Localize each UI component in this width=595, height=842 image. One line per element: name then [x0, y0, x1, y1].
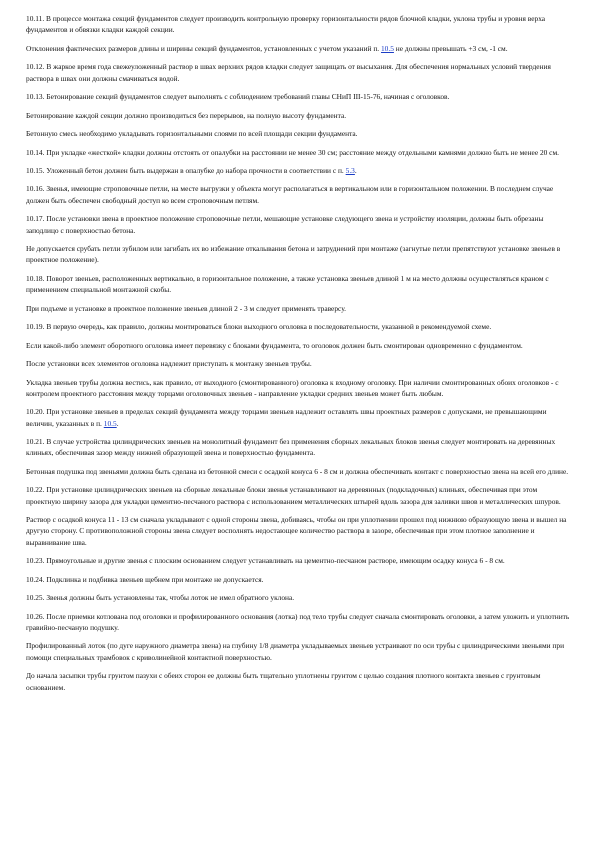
paragraph: 10.18. Поворот звеньев, расположенных вертикально, в горизонтальное положение, а также установка звеньев длиной 1 м на место должны осуществляться краном с применением специальной монтажной скобы.	[26, 273, 549, 295]
paragraph: 10.24. Подклинка и подбивка звеньев щебнем при монтаже не допускается.	[26, 574, 264, 584]
paragraph: 10.23. Прямоугольные и другие звенья с плоским основанием следует устанавливать на цементно-песчаном растворе, имеющим осадку конуса 6 - 8 см.	[26, 556, 505, 566]
clause-link[interactable]: 10.5	[380, 43, 394, 53]
paragraph: 10.12. В жаркое время года свежеуложенный раствор в швах верхних рядов кладки следует защищать от высыхания. Для обеспечения нормальных условий твердения раствора в швах они должны смачиваться водой.	[26, 62, 551, 83]
paragraph: 10.13. Бетонирование секций фундаментов следует выполнять с соблюдением требований главы СНиП III-15-76, начиная с оголовков.	[26, 92, 450, 102]
paragraph: 10.14. При укладке «жесткой» кладки должны отстоять от опалубки на расстоянии не менее 30 см; расстояние между отдельными камнями должно быть не менее 20 см.	[26, 147, 559, 157]
paragraph: 10.25. Звенья должны быть установлены так, чтобы лоток не имел обратного уклона.	[26, 593, 295, 603]
paragraph: 10.20. При установке звеньев в пределах секций фундамента между торцами звеньев надлежит оставлять швы проектных размеров с допусками, не превышающими величин, указанных в п. 10.5.	[26, 407, 547, 428]
paragraph: До начала засыпки трубы грунтом пазухи с обеих сторон ее должны быть тщательно уплотнены грунтом с целью создания плотного контакта звеньев с грунтовым основанием.	[26, 671, 541, 692]
paragraph: 10.26. После приемки котлована под оголовки и профилированного основания (лотка) под тело трубы следует сначала смонтировать оголовки, а затем уложить и уплотнить гравийно-песчаную подушку.	[26, 611, 570, 632]
paragraph: Не допускается срубать петли зубилом или загибать их во избежание откалывания бетона и затруднений при монтаже (загнутые петли препятствуют установке звеньев в проектное положение).	[26, 244, 561, 265]
paragraph: 10.16. Звенья, имеющие строповочные петли, на месте выгрузки у объекта могут располагаться в вертикальном или в горизонтальном положении. В последнем случае должен быть обеспечен свободный доступ ко всем строповочным петлям.	[26, 184, 554, 205]
paragraph: Раствор с осадкой конуса 11 - 13 см сначала укладывают с одной стороны звена, добиваясь, чтобы он при уплотнении прошел под нижнюю образующую звена и вышел на другую сторону. С противоположной стороны звена следует восполнять недостающее количество раствора в зазоре, обеспечивая при этом плотное заполнение и выравнивание шва.	[26, 515, 567, 547]
paragraph: 10.22. При установке цилиндрических звеньев на сборные лекальные блоки звенья устанавливают на деревянных (подкладочных) клиньях, обеспечивая при этом проектную ширину зазора для укладки цементно-песчаного раствора с использованием металлических штырей вдоль зазора для заливки швов и металлических шпуров.	[26, 485, 561, 506]
clause-link[interactable]: 10.5	[103, 418, 117, 428]
paragraph: 10.15. Уложенный бетон должен быть выдержан в опалубке до набора прочности в соответствии с п. 5.3.	[26, 165, 357, 175]
paragraph: Укладка звеньев трубы должна вестись, как правило, от выходного (смонтированного) оголовка к входному оголовку. При наличии смонтированных обоих оголовков - с контролем проектного расстояния между торцами оголовочных звеньев - направление укладки средних звеньев может быть любым.	[26, 377, 559, 398]
paragraph: Отклонения фактических размеров длины и ширины секций фундаментов, установленных с учетом указаний п. 10.5 не должны превышать +3 см, -1 см.	[26, 43, 508, 53]
paragraph: 10.17. После установки звена в проектное положение строповочные петли, мешающие установке следующего звена и устройству изоляции, должны быть обрезаны заподлицо с поверхностью бетона.	[26, 214, 544, 235]
paragraph: После установки всех элементов оголовка надлежит приступать к монтажу звеньев трубы.	[26, 359, 312, 369]
paragraph: Если какой-либо элемент оборотного оголовка имеет перевязку с блоками фундамента, то оголовок должен быть смонтирован одновременно с фундаментом.	[26, 340, 523, 350]
paragraph: Бетонирование каждой секции должно производиться без перерывов, на полную высоту фундамента.	[26, 110, 347, 120]
document-page	[26, 13, 572, 700]
clause-link[interactable]: 5.3	[345, 165, 355, 175]
paragraph: Профилированный лоток (по дуге наружного диаметра звена) на глубину 1/8 диаметра укладываемых звеньев устраивают по оси трубы с цилиндрическими звеньями при помощи специальных трамбовок с криволинейной контактной поверхностью.	[26, 641, 565, 662]
paragraph: Бетонная подушка под звеньями должна быть сделана из бетонной смеси с осадкой конуса 6 - 8 см и должна обеспечивать контакт с поверхностью звена на всей его длине.	[26, 466, 569, 476]
paragraph: Бетонную смесь необходимо укладывать горизонтальными слоями по всей площади секции фундамента.	[26, 129, 358, 139]
paragraph: 10.21. В случае устройства цилиндрических звеньев на монолитный фундамент без применения сборных лекальных блоков звенья следует монтировать на деревянных клиньях, обеспечивая зазор между нижней образующей звена и поверхностью фундамента.	[26, 437, 556, 458]
paragraph: 10.11. В процессе монтажа секций фундаментов следует производить контрольную проверку горизонтальности рядов блочной кладки, уклона трубы и уровня верха фундаментов и обвязки кладки каждой секции.	[26, 14, 546, 35]
paragraph: При подъеме и установке в проектное положение звеньев длиной 2 - 3 м следует применять траверсу.	[26, 303, 347, 313]
paragraph: 10.19. В первую очередь, как правило, должны монтироваться блоки выходного оголовка в последовательности, указанной в рекомендуемой схеме.	[26, 322, 492, 332]
